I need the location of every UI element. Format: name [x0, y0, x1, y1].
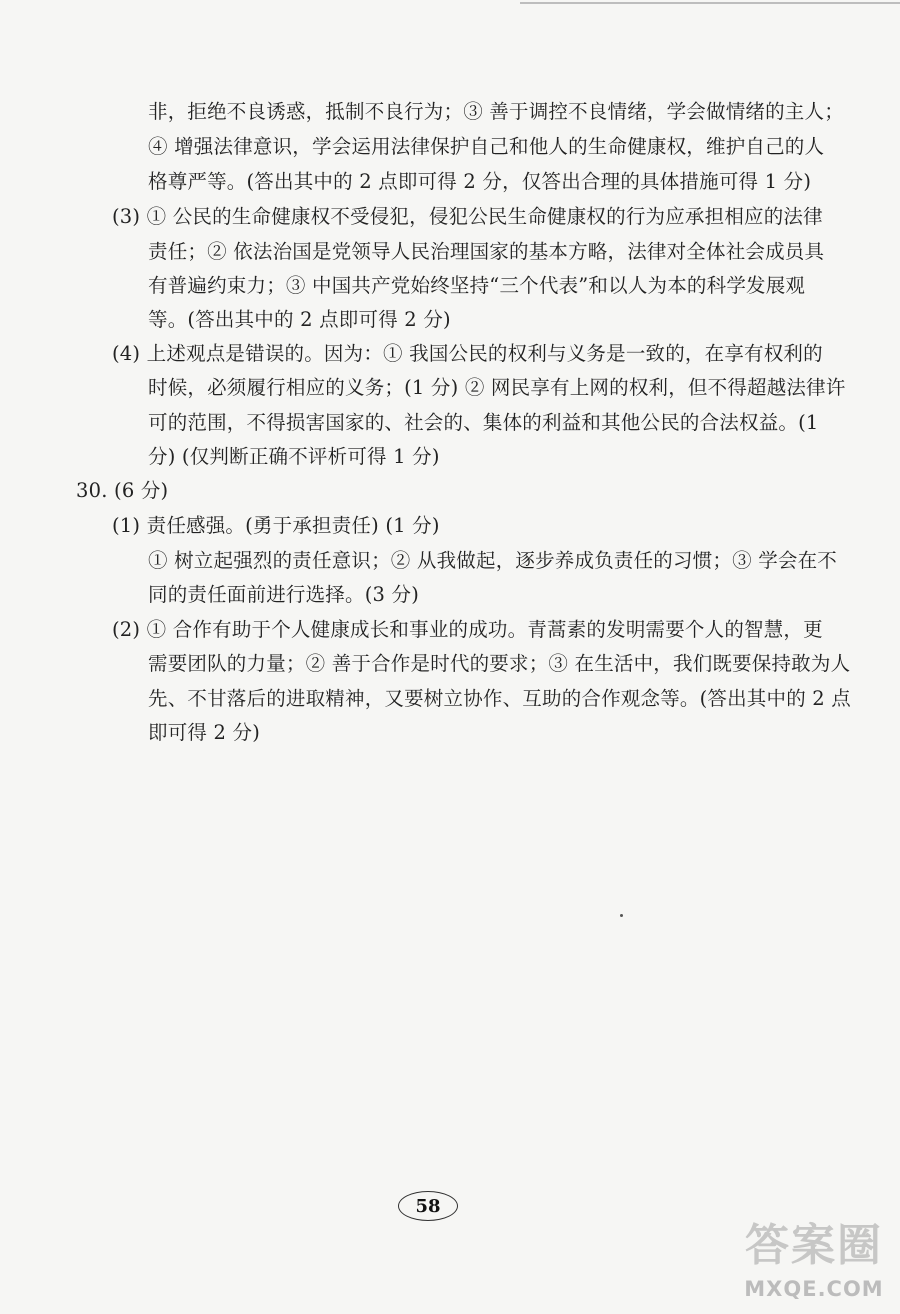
scan-speck	[620, 914, 623, 917]
watermark-logo-text: 答案圈	[745, 1220, 883, 1271]
text-line: 分) (仅判断正确不评析可得 1 分)	[148, 445, 440, 468]
text-line: 30. (6 分)	[76, 479, 169, 502]
text-line: (3) ① 公民的生命健康权不受侵犯，侵犯公民生命健康权的行为应承担相应的法律	[112, 205, 823, 228]
text-line: ① 树立起强烈的责任意识；② 从我做起，逐步养成负责任的习惯；③ 学会在不	[148, 549, 837, 572]
text-line: 等。(答出其中的 2 点即可得 2 分)	[148, 308, 451, 331]
text-line: 责任；② 依法治国是党领导人民治理国家的基本方略，法律对全体社会成员具	[148, 240, 825, 263]
top-edge-line	[520, 2, 900, 4]
text-line: (1) 责任感强。(勇于承担责任) (1 分)	[112, 514, 440, 537]
watermark-url: MXQE.COM	[744, 1277, 884, 1301]
page-number: 58	[415, 1195, 441, 1217]
text-line: 先、不甘落后的进取精神，又要树立协作、互助的合作观念等。(答出其中的 2 点	[148, 687, 852, 710]
text-line: ④ 增强法律意识，学会运用法律保护自己和他人的生命健康权，维护自己的人	[148, 135, 825, 158]
text-line: 格尊严等。(答出其中的 2 点即可得 2 分，仅答出合理的具体措施可得 1 分)	[148, 170, 812, 193]
page-number-badge	[398, 1191, 458, 1221]
text-line: 可的范围，不得损害国家的、社会的、集体的利益和其他公民的合法权益。(1	[148, 411, 819, 434]
watermark-logo	[730, 1222, 898, 1312]
text-line: 有普遍约束力；③ 中国共产党始终坚持“三个代表”和以人为本的科学发展观	[148, 274, 806, 297]
text-line: 需要团队的力量；② 善于合作是时代的要求；③ 在生活中，我们既要保持敢为人	[148, 652, 851, 675]
text-line: 同的责任面前进行选择。(3 分)	[148, 583, 420, 606]
text-line: (2) ① 合作有助于个人健康成长和事业的成功。青蒿素的发明需要个人的智慧，更	[112, 618, 823, 641]
text-line: (4) 上述观点是错误的。因为：① 我国公民的权利与义务是一致的，在享有权利的	[112, 342, 823, 365]
text-line: 非，拒绝不良诱惑，抵制不良行为；③ 善于调控不良情绪，学会做情绪的主人；	[148, 100, 844, 123]
text-line: 即可得 2 分)	[148, 721, 261, 744]
text-line: 时候，必须履行相应的义务；(1 分) ② 网民享有上网的权利，但不得超越法律许	[148, 376, 846, 399]
